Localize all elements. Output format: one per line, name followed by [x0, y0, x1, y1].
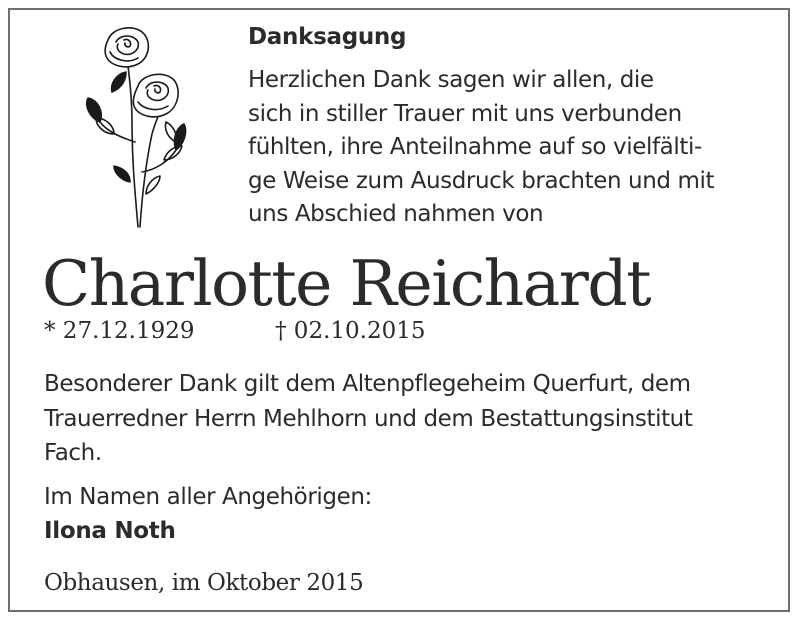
place-date: Obhausen, im Oktober 2015 [44, 570, 364, 596]
thanks-line: Trauerredner Herrn Mehlhorn und dem Bestattungsinstitut [44, 405, 693, 432]
signer-name: Ilona Noth [44, 518, 176, 544]
on-behalf-text: Im Namen aller Angehörigen: [44, 484, 372, 510]
thanks-line: Fach. [44, 440, 102, 466]
intro-line: fühlten, ihre Anteilnahme auf so vielfälti- [248, 134, 702, 160]
death-date: † 02.10.2015 [275, 318, 426, 344]
intro-line: Herzlichen Dank sagen wir allen, die [248, 67, 654, 93]
thanks-text [44, 367, 794, 471]
birth-date: * 27.12.1929 [44, 318, 195, 344]
thanks-line: Besonderer Dank gilt dem Altenpflegeheim Querfurt, dem [44, 371, 691, 397]
intro-text [248, 64, 788, 232]
intro-line: uns Abschied nahmen von [248, 201, 544, 227]
deceased-name: Charlotte Reichardt [42, 247, 651, 320]
notice-heading: Danksagung [248, 24, 407, 50]
intro-line: sich in stiller Trauer mit uns verbunden [248, 100, 682, 127]
rose-icon [80, 22, 190, 232]
intro-line: ge Weise zum Ausdruck brachten und mit [248, 167, 715, 194]
